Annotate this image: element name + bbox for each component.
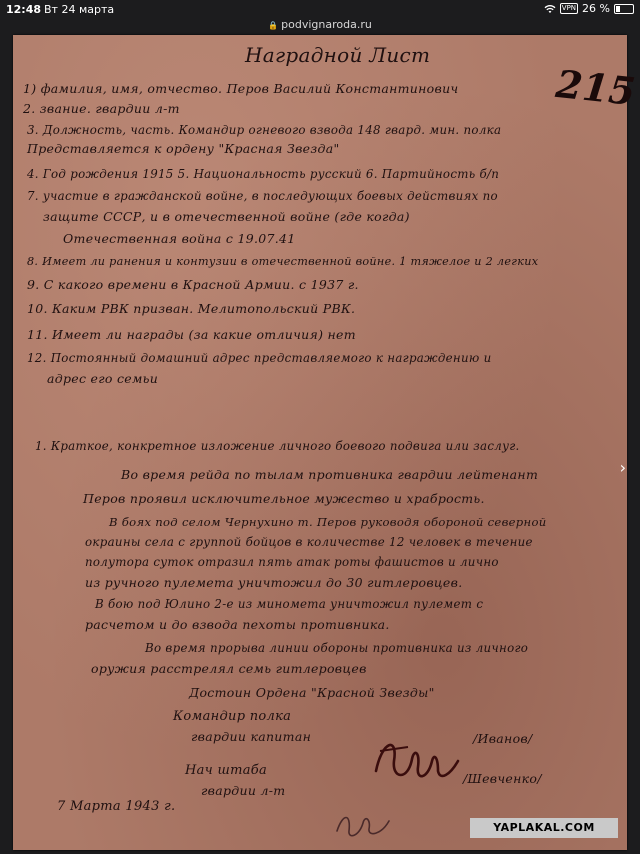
chief-rank: гвардии л-т: [201, 783, 286, 798]
field-address: 12. Постоянный домашний адрес представляемого к награждению и: [27, 351, 492, 365]
commander-signature: [368, 731, 463, 791]
status-bar: [0, 0, 640, 18]
field-civil-war-cont: защите СССР, и в отечественной войне (где когда): [43, 209, 410, 224]
narrative-line: из ручного пулемета уничтожил до 30 гитлеровцев.: [85, 575, 463, 590]
status-icons: [544, 2, 634, 15]
field-position: 3. Должность, часть. Командир огневого взвода 148 гвард. мин. полка: [27, 123, 502, 137]
narrative-line: В боях под селом Чернухино т. Перов руководя обороной северной: [109, 515, 547, 529]
field-wounds: 8. Имеет ли ранения и контузии в отечественной войне. 1 тяжелое и 2 легких: [27, 255, 539, 268]
narrative-line: полутора суток отразил пять атак роты фашистов и лично: [85, 555, 499, 569]
narrative-line: расчетом и до взвода пехоты противника.: [85, 617, 390, 632]
url-text: podvignaroda.ru: [281, 18, 372, 31]
commander-name: /Иванов/: [473, 731, 533, 746]
field-patriotic-war: Отечественная война с 19.07.41: [63, 231, 296, 246]
vpn-icon: VPN: [561, 4, 577, 12]
clock: 12:48: [6, 3, 42, 16]
narrative-line: окраины села с группой бойцов в количестве 12 человек в течение: [85, 535, 533, 549]
battery-icon: [614, 4, 634, 14]
chief-title: Нач штаба: [185, 763, 268, 778]
site-watermark: YAPLAKAL.COM: [470, 818, 618, 838]
field-rank: 2. звание. гвардии л-т: [23, 101, 180, 116]
narrative-line: В бою под Юлино 2-е из миномета уничтожил пулемет с: [95, 597, 484, 611]
commander-title: Командир полка: [173, 709, 292, 724]
field-army-since: 9. С какого времени в Красной Армии. с 1937 г.: [27, 277, 359, 292]
archive-number-mark: 215: [553, 60, 638, 115]
field-birth-nationality: 4. Год рождения 1915 5. Национальность русский 6. Партийность б/п: [27, 167, 500, 181]
narrative-line: Во время рейда по тылам противника гвардии лейтенант: [121, 467, 539, 482]
chief-name: /Шевченко/: [463, 771, 542, 786]
field-address-cont: адрес его семьи: [47, 371, 159, 386]
commander-rank: гвардии капитан: [191, 729, 312, 744]
next-arrow-icon[interactable]: ›: [619, 458, 626, 477]
narrative-heading: 1. Краткое, конкретное изложение личного боевого подвига или заслуг.: [35, 439, 520, 453]
battery-percent: 26 %: [582, 2, 610, 15]
lock-icon: 🔒: [268, 21, 279, 30]
date: Вт 24 марта: [44, 3, 115, 16]
wifi-icon: [544, 4, 556, 14]
document-date: 7 Марта 1943 г.: [57, 799, 176, 814]
field-rvk: 10. Каким РВК призван. Мелитопольский РВК.: [27, 301, 356, 316]
narrative-line: Во время прорыва линии обороны противника из личного: [145, 641, 529, 655]
field-award: Представляется к ордену "Красная Звезда": [27, 141, 340, 156]
chief-signature: [333, 805, 403, 841]
field-awards: 11. Имеет ли награды (за какие отличия) нет: [27, 327, 356, 342]
field-name: 1) фамилия, имя, отчество. Перов Василий Константинович: [23, 81, 459, 96]
narrative-line: оружия расстрелял семь гитлеровцев: [91, 661, 367, 676]
field-civil-war: 7. участие в гражданской войне, в последующих боевых действиях по: [27, 189, 498, 203]
narrative-conclusion: Достоин Ордена "Красной Звезды": [189, 685, 435, 700]
address-bar[interactable]: [0, 18, 640, 34]
document-title: Наградной Лист: [245, 43, 431, 67]
narrative-line: Перов проявил исключительное мужество и храбрость.: [83, 491, 485, 506]
award-sheet-document: [13, 35, 638, 850]
